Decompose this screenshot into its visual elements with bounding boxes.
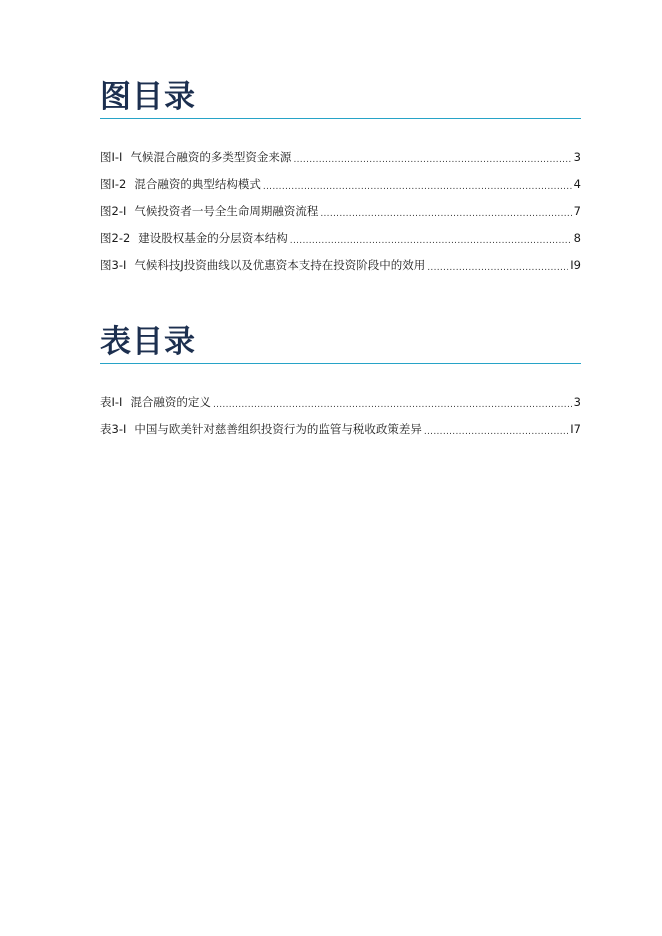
entry-page: 4 (573, 177, 581, 191)
entry-title: 混合融资的定义 (130, 395, 211, 409)
toc-entry[interactable] (100, 176, 581, 203)
toc-entry[interactable] (100, 230, 581, 257)
dot-leader (427, 261, 568, 275)
entry-page: 8 (573, 231, 581, 245)
entry-number: 图2-2 (100, 231, 131, 245)
entry-title: 气候混合融资的多类型资金来源 (130, 150, 292, 164)
table-entries (100, 394, 581, 448)
dot-leader (290, 234, 572, 248)
entry-number: 图I-I (100, 150, 123, 164)
dot-leader (263, 180, 572, 194)
list-of-tables-heading: 表目录 (100, 324, 196, 360)
toc-entry[interactable] (100, 149, 581, 176)
dot-leader (293, 153, 571, 167)
entry-number: 表3-I (100, 422, 127, 436)
entry-title: 建设股权基金的分层资本结构 (138, 231, 288, 245)
entry-number: 图2-I (100, 204, 127, 218)
entry-page: 7 (573, 204, 581, 218)
figure-entries (100, 149, 581, 284)
dot-leader (424, 425, 568, 439)
entry-number: 图3-I (100, 258, 127, 272)
toc-entry[interactable] (100, 257, 581, 284)
list-of-tables (100, 323, 581, 448)
entry-title: 混合融资的典型结构模式 (134, 177, 261, 191)
dot-leader (320, 207, 571, 221)
entry-page: I9 (570, 258, 581, 272)
list-of-figures-heading: 图目录 (100, 79, 196, 115)
toc-entry[interactable] (100, 421, 581, 448)
entry-page: 3 (573, 150, 581, 164)
toc-entry[interactable] (100, 394, 581, 421)
heading-rule (100, 363, 581, 364)
entry-number: 图I-2 (100, 177, 127, 191)
entry-number: 表I-I (100, 395, 123, 409)
entry-page: 3 (573, 395, 581, 409)
entry-title: 中国与欧美针对慈善组织投资行为的监管与税收政策差异 (134, 422, 422, 436)
list-of-figures (100, 78, 581, 284)
dot-leader (213, 398, 572, 412)
heading-rule (100, 118, 581, 119)
entry-page: I7 (570, 422, 581, 436)
entry-title: 气候投资者一号全生命周期融资流程 (134, 204, 319, 218)
toc-entry[interactable] (100, 203, 581, 230)
entry-title: 气候科技J投资曲线以及优惠资本支持在投资阶段中的效用 (134, 258, 426, 272)
